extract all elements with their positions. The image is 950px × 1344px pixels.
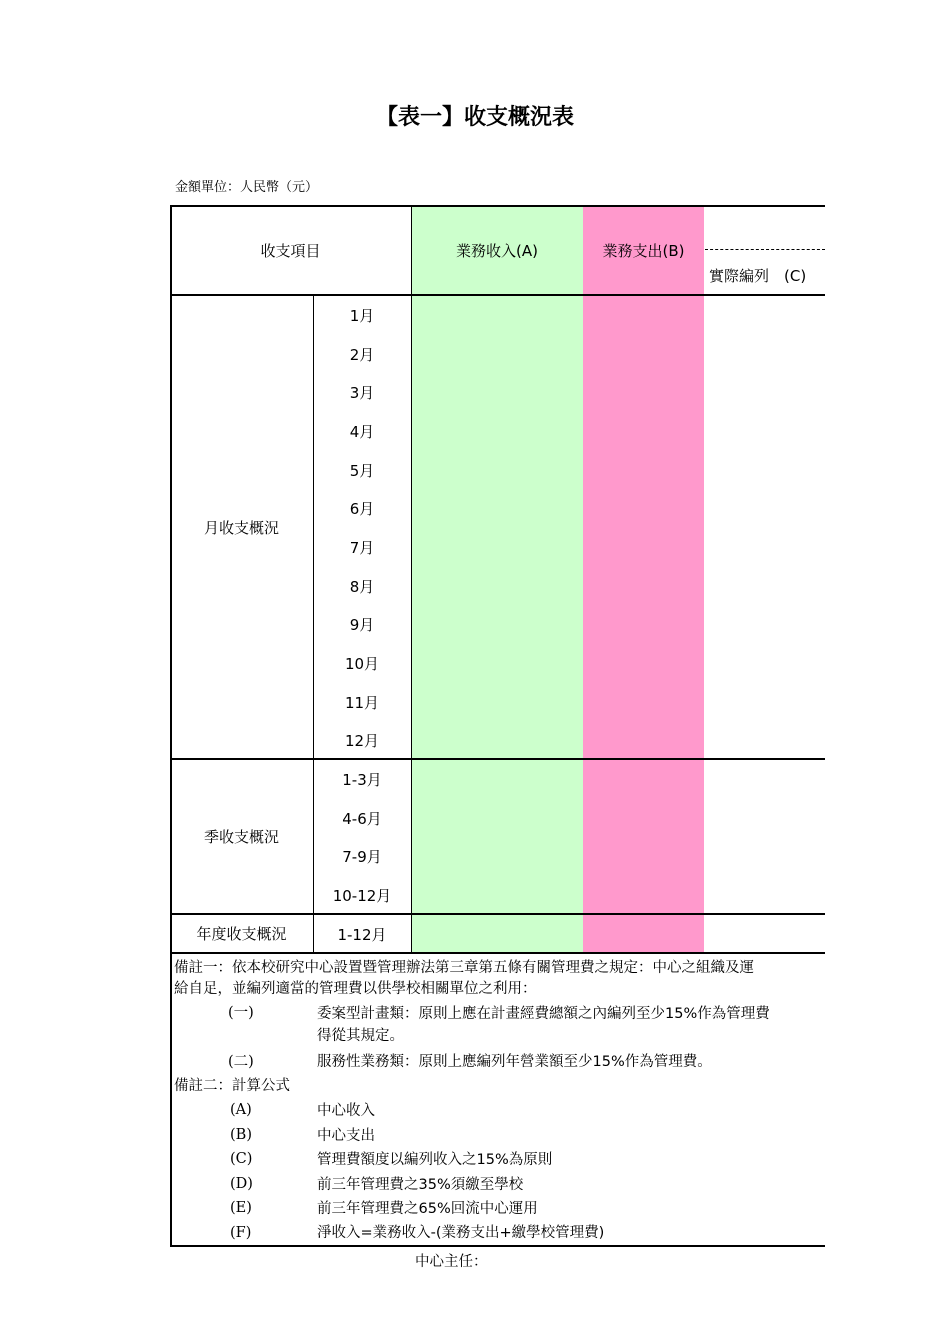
formula-text: 中心收入: [317, 1103, 375, 1119]
notes-bottom-border: [170, 1245, 825, 1247]
note1-item2-text: 服務性業務類：原則上應編列年營業額至少15%作為管理費。: [317, 1054, 712, 1070]
formula-code: (A): [230, 1102, 252, 1118]
header-expense: [583, 205, 704, 295]
formula-code: (F): [230, 1225, 252, 1241]
monthly-label-text: 月收支概況: [203, 518, 279, 537]
formula-text: 淨收入=業務收入-(業務支出+繳學校管理費): [317, 1225, 605, 1241]
note2-heading: 備註二：計算公式: [174, 1078, 290, 1094]
header-income: [411, 205, 583, 295]
annual-row: 1-12月: [337, 925, 387, 944]
note1-line2: 給自足，並編列適當的管理費以供學校相關單位之利用：: [174, 981, 537, 997]
table-left-border: [170, 205, 172, 1247]
month-row: 1月: [349, 306, 375, 325]
income-expense-table: [170, 205, 825, 1247]
currency-unit-label: 金額單位：人民幣（元）: [175, 180, 319, 195]
monthly-bottom-border: [170, 758, 825, 760]
month-row: 12月: [344, 731, 380, 750]
formula-text: 前三年管理費之65%回流中心運用: [317, 1201, 538, 1217]
header-expense-label: 業務支出(B): [602, 241, 685, 260]
month-row: 7月: [349, 538, 375, 557]
header-item-label: 收支項目: [260, 241, 321, 260]
header-dashed-line: [705, 249, 825, 250]
quarterly-bottom-border: [170, 913, 825, 915]
table-top-border: [170, 205, 825, 207]
header-bottom-border: [170, 294, 825, 296]
quarter-row: 7-9月: [342, 847, 382, 866]
note1-item1-label: (一): [228, 1005, 254, 1021]
header-item: [170, 205, 411, 295]
quarterly-group-label: [170, 759, 313, 914]
month-row: 10月: [344, 654, 380, 673]
quarter-row: 10-12月: [332, 886, 392, 905]
formula-text: 管理費額度以編列收入之15%為原則: [317, 1152, 553, 1168]
group-divider: [313, 295, 314, 953]
formula-code: (B): [230, 1127, 252, 1143]
annual-label-text: 年度收支概況: [196, 925, 287, 943]
formula-code: (E): [230, 1200, 252, 1216]
annual-bottom-border: [170, 952, 825, 954]
month-row: 4月: [349, 422, 375, 441]
month-row: 6月: [349, 499, 375, 518]
month-row: 8月: [349, 577, 375, 596]
expense-column-fill: [583, 205, 704, 953]
note1-item1-line1: 委案型計畫類：原則上應在計畫經費總額之內編列至少15%作為管理費: [317, 1006, 770, 1022]
formula-code: (C): [230, 1151, 253, 1167]
director-signature-label: 中心主任：: [415, 1254, 488, 1270]
month-row: 3月: [349, 383, 375, 402]
annual-group-label: [170, 914, 313, 953]
quarter-row: 1-3月: [342, 770, 382, 789]
income-column-fill: [411, 205, 583, 953]
header-actual: [704, 255, 825, 295]
formula-text: 中心支出: [317, 1128, 375, 1144]
month-row: 9月: [349, 615, 375, 634]
formula-text: 前三年管理費之35%須繳至學校: [317, 1177, 524, 1193]
month-row: 5月: [349, 461, 375, 480]
monthly-group-label: [170, 295, 313, 759]
header-income-label: 業務收入(A): [456, 241, 538, 260]
note1-item1-line2: 得從其規定。: [317, 1028, 404, 1044]
month-row: 11月: [344, 693, 380, 712]
quarter-row: 4-6月: [342, 809, 382, 828]
note1-item2-label: (二): [228, 1054, 254, 1070]
month-row: 2月: [349, 345, 375, 364]
formula-code: (D): [230, 1176, 253, 1192]
note1-line1: 備註一：依本校研究中心設置暨管理辦法第三章第五條有關管理費之規定：中心之組織及運: [174, 960, 754, 976]
page-title: 【表一】收支概況表: [375, 105, 574, 130]
period-divider: [411, 205, 412, 953]
quarterly-label-text: 季收支概況: [203, 828, 279, 846]
header-actual-label: 實際編列 (C): [709, 266, 807, 285]
